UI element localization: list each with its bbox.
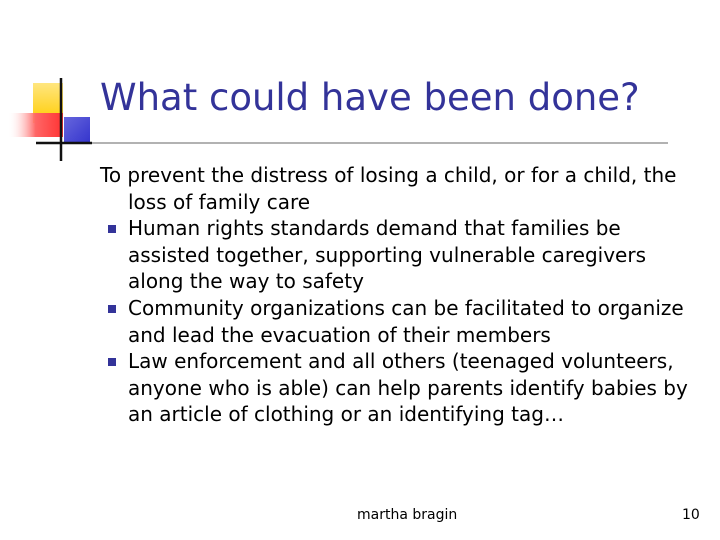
list-item bbox=[100, 348, 690, 428]
bullet-list bbox=[100, 215, 690, 428]
slide-body bbox=[100, 162, 690, 428]
slide-title: What could have been done? bbox=[100, 76, 640, 119]
deco-red-bar bbox=[8, 113, 63, 137]
intro-paragraph: To prevent the distress of losing a child, or for a child, the loss of family care bbox=[100, 163, 677, 214]
list-item bbox=[100, 215, 690, 295]
bullet-text: Human rights standards demand that families be assisted together, supporting vulnerable caregivers along the way to safety bbox=[128, 216, 646, 294]
square-bullet-icon bbox=[108, 305, 116, 313]
square-bullet-icon bbox=[108, 358, 116, 366]
square-bullet-icon bbox=[108, 225, 116, 233]
page-number: 10 bbox=[682, 507, 700, 523]
footer-author: martha bragin bbox=[357, 507, 458, 523]
bullet-text: Community organizations can be facilitated to organize and lead the evacuation of their members bbox=[128, 295, 684, 347]
deco-blue-square bbox=[64, 117, 90, 144]
bullet-text: Law enforcement and all others (teenaged volunteers, anyone who is able) can help parents identify babies by an article of clothing or an identifying tag… bbox=[128, 349, 688, 427]
list-item bbox=[100, 295, 690, 348]
